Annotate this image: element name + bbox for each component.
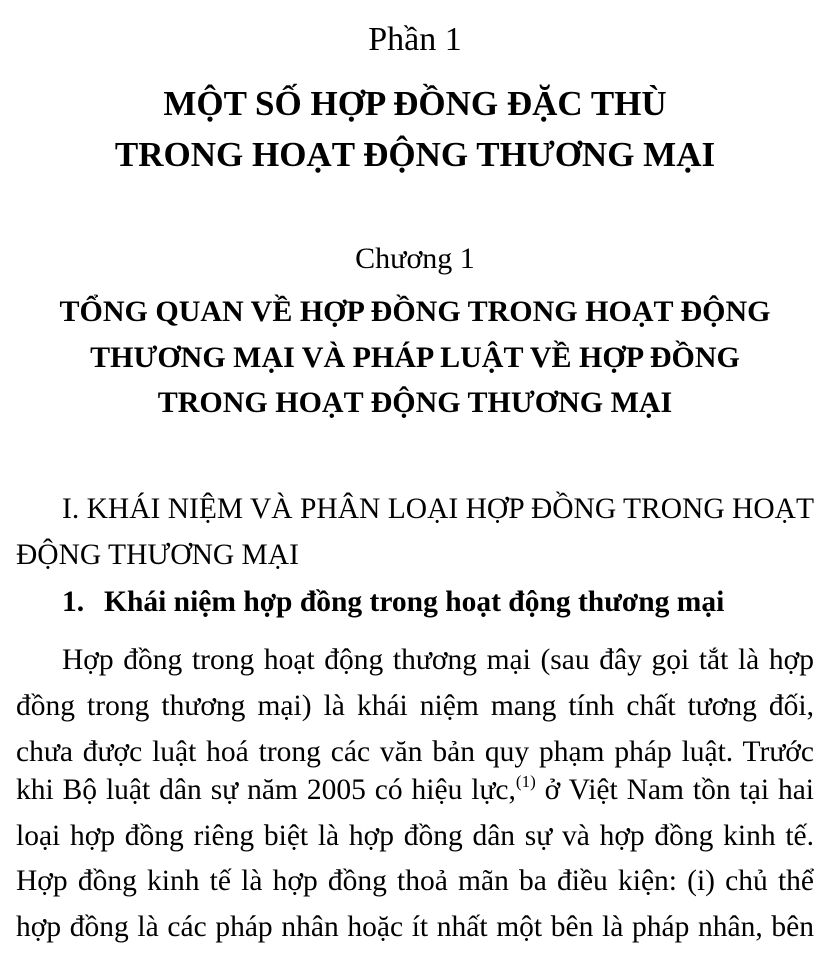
footnote-marker[interactable]: (1) xyxy=(515,772,536,791)
chapter-label: Chương 1 xyxy=(355,242,475,275)
paragraph-line-7: hợp đồng là các pháp nhân hoặc ít nhất một bên là pháp nhân, bên xyxy=(16,911,814,943)
part-title-line-2: TRONG HOẠT ĐỘNG THƯƠNG MẠI xyxy=(114,135,716,174)
paragraph-line-2: đồng trong thương mại) là khái niệm mang tính chất tương đối, xyxy=(16,690,814,722)
chapter-title-line-3: TRONG HOẠT ĐỘNG THƯƠNG MẠI xyxy=(157,386,673,419)
section-heading-line-1: I. KHÁI NIỆM VÀ PHÂN LOẠI HỢP ĐỒNG TRONG HOẠT xyxy=(62,493,814,525)
paragraph-line-4-end: ở Việt Nam tồn tại hai xyxy=(544,774,814,806)
part-label: Phần 1 xyxy=(368,21,462,58)
section-heading-line-2: ĐỘNG THƯƠNG MẠI xyxy=(16,539,299,571)
paragraph-line-4 xyxy=(16,770,814,810)
paragraph-line-1: Hợp đồng trong hoạt động thương mại (sau đây gọi tắt là hợp xyxy=(62,644,814,676)
subsection-title: Khái niệm hợp đồng trong hoạt động thương mại xyxy=(104,586,725,618)
part-title-line-1: MỘT SỐ HỢP ĐỒNG ĐẶC THÙ xyxy=(163,84,667,123)
paragraph-line-4-start: khi Bộ luật dân sự năm 2005 có hiệu lực, xyxy=(16,774,516,806)
paragraph-line-6: Hợp đồng kinh tế là hợp đồng thoả mãn ba điều kiện: (i) chủ thể xyxy=(16,865,814,897)
subsection-heading xyxy=(62,582,724,622)
paragraph-line-3: chưa được luật hoá trong các văn bản quy phạm pháp luật. Trước xyxy=(16,736,814,768)
paragraph-line-5: loại hợp đồng riêng biệt là hợp đồng dân sự và hợp đồng kinh tế. xyxy=(16,820,814,852)
chapter-title-line-2: THƯƠNG MẠI VÀ PHÁP LUẬT VỀ HỢP ĐỒNG xyxy=(90,341,740,374)
chapter-title-line-1: TỔNG QUAN VỀ HỢP ĐỒNG TRONG HOẠT ĐỘNG xyxy=(59,295,771,328)
subsection-number: 1. xyxy=(62,586,85,618)
